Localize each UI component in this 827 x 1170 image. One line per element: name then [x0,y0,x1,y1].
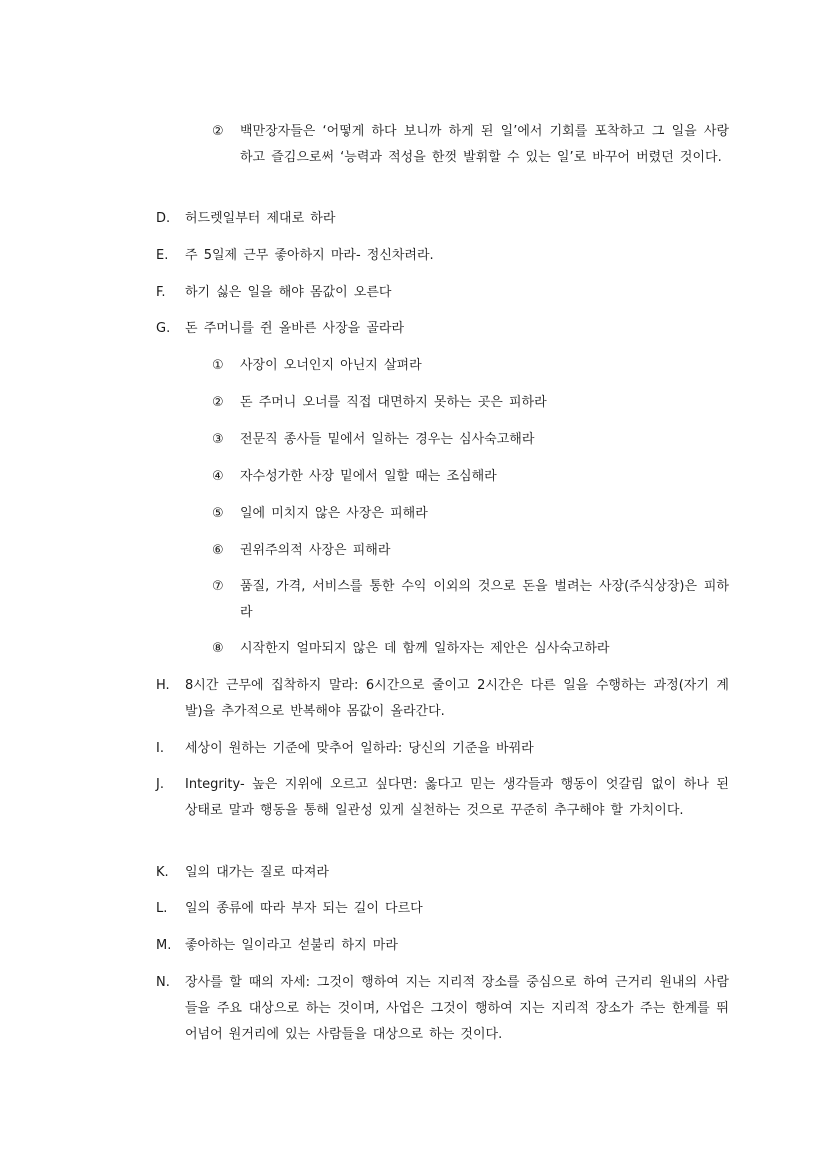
item-marker: K. [156,865,169,880]
sub-item-text: 권위주의적 사장은 피해라 [240,543,391,558]
item-text: 일의 종류에 따라 부자 되는 길이 다르다 [185,901,423,916]
sub-item [212,538,729,564]
sub-item [212,574,729,626]
item-text: 좋아하는 일이라고 섣불리 하지 마라 [185,938,398,953]
sub-item-text: 품질, 가격, 서비스를 통한 수익 이외의 것으로 돈을 벌려는 사장(주식상장)은 피하라 [240,579,729,620]
circled-number: ③ [212,432,224,447]
list-item [156,316,729,342]
sub-item [212,390,729,416]
sub-item [212,353,729,379]
item-marker: I. [156,741,164,756]
sub-item [212,464,729,490]
item-marker: D. [156,211,171,226]
sub-item [212,636,729,662]
circled-number: ⑥ [212,543,224,558]
item-text: 하기 싫은 일을 해야 몸값이 오른다 [185,285,392,300]
item-text: Integrity- 높은 지위에 오르고 싶다면: 옳다고 믿는 생각들과 행동이 엇갈림 없이 하나 된 상태로 말과 행동을 통해 일관성 있게 실천하는 것으로 꾸준히 추구해야 할 가치이다. [185,777,729,818]
sub-item-text: 돈 주머니 오너를 직접 대면하지 못하는 곳은 피하라 [240,395,547,410]
item-text: 장사를 할 때의 자세: 그것이 행하여 지는 지리적 장소를 중심으로 하여 근거리 원내의 사람들을 주요 대상으로 하는 것이며, 사업은 그것이 행하여 지는 지리적 장소가 주는 한계를 뛰어넘어 원거리에 있는 사람들을 대상으로 하는 것이다. [185,975,729,1042]
list-item [156,933,729,959]
item-marker: L. [156,901,168,916]
circled-number: ② [212,395,224,410]
item-marker: E. [156,248,169,263]
sub-item-text: 백만장자들은 ‘어떻게 하다 보니까 하게 된 일’에서 기회를 포착하고 그 일을 사랑하고 즐김으로써 ‘능력과 적성을 한껏 발휘할 수 있는 일’로 바꾸어 버렸던 것이다. [240,124,729,165]
list-item [156,772,729,824]
item-text: 주 5일제 근무 좋아하지 마라- 정신차려라. [185,248,434,263]
item-marker: G. [156,321,171,336]
item-text: 허드렛일부터 제대로 하라 [185,211,336,226]
list-item [156,243,729,269]
circled-number: ① [212,358,224,373]
item-text: 8시간 근무에 집착하지 말라: 6시간으로 줄이고 2시간은 다른 일을 수행하는 과정(자기 계발)을 추가적으로 반복해야 몸값이 올라간다. [185,678,729,719]
item-marker: J. [156,777,164,792]
list-item [156,736,729,762]
item-text: 일의 대가는 질로 따져라 [185,865,329,880]
list-item [156,860,729,886]
list-item [156,206,729,232]
circled-number: ⑧ [212,641,224,656]
item-marker: N. [156,975,170,990]
list-item [156,280,729,306]
circled-number: ⑤ [212,506,224,521]
item-text: 세상이 원하는 기준에 맞추어 일하라: 당신의 기준을 바꿔라 [185,741,534,756]
sub-item-text: 일에 미치지 않은 사장은 피해라 [240,506,428,521]
sub-item-text: 시작한지 얼마되지 않은 데 함께 일하자는 제안은 심사숙고하라 [240,641,610,656]
circled-number: ④ [212,469,224,484]
list-item [156,896,729,922]
circled-number: ② [212,124,224,139]
item-marker: M. [156,938,172,953]
item-marker: H. [156,678,170,693]
sub-item [212,427,729,453]
sub-item [212,119,729,171]
sub-item [212,501,729,527]
list-item [156,970,729,1048]
list-item [156,673,729,725]
item-text: 돈 주머니를 쥔 올바른 사장을 골라라 [185,321,405,336]
circled-number: ⑦ [212,579,224,594]
item-marker: F. [156,285,166,300]
sub-item-text: 자수성가한 사장 밑에서 일할 때는 조심해라 [240,469,497,484]
sub-item-text: 사장이 오너인지 아닌지 살펴라 [240,358,422,373]
sub-item-text: 전문직 종사들 밑에서 일하는 경우는 심사숙고해라 [240,432,535,447]
